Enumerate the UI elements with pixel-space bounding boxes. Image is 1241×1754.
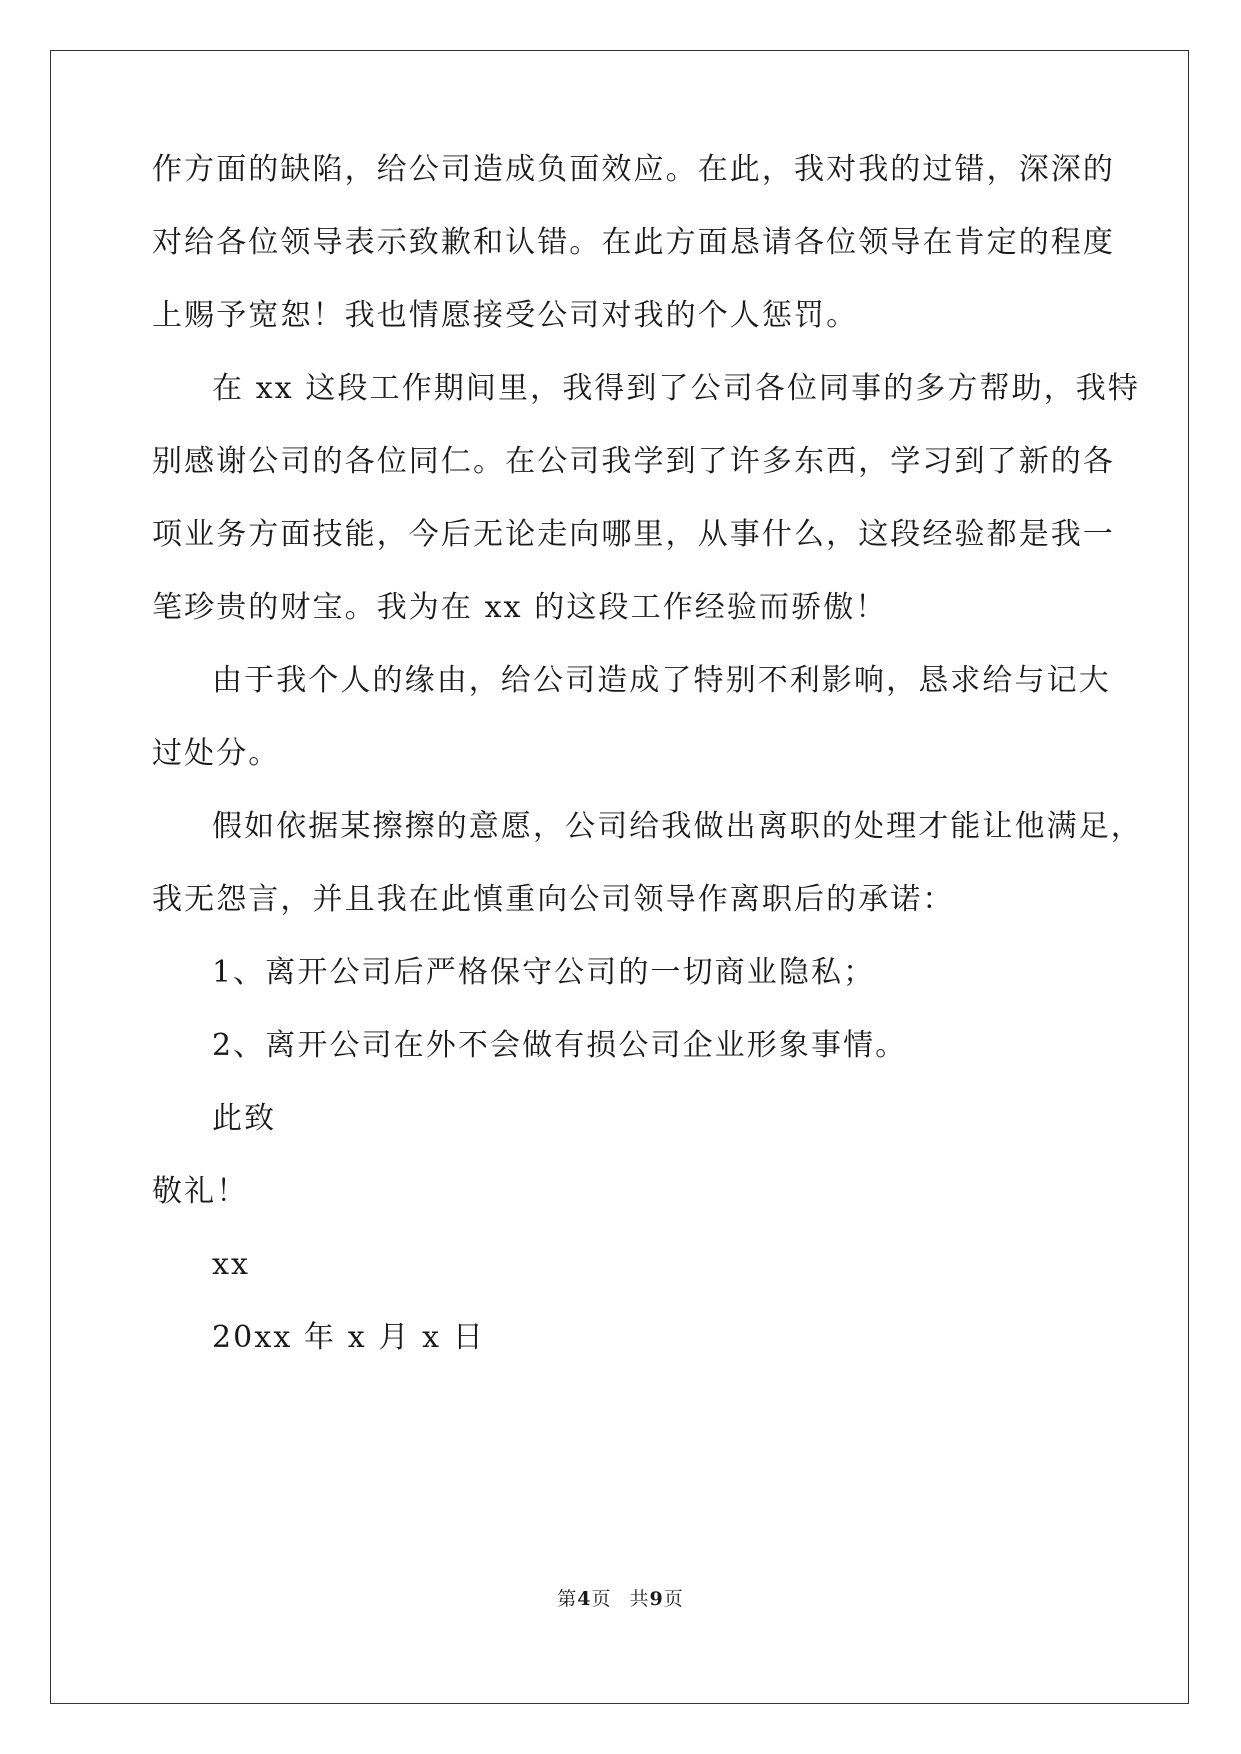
text-line: 笔珍贵的财宝。我为在 xx 的这段工作经验而骄傲！ [152, 590, 888, 625]
text-line: 过处分。 [152, 736, 281, 771]
closing-salutation: 此致 [212, 1101, 277, 1136]
text-line: 在 xx 这段工作期间里，我得到了公司各位同事的多方帮助，我特 [212, 371, 1141, 406]
footer-total-suffix: 页 [663, 1588, 684, 1610]
footer-total-prefix: 共 [629, 1588, 650, 1610]
text-line: 我无怨言，并且我在此慎重向公司领导作离职后的承诺： [152, 882, 955, 917]
text-line: 2、离开公司在外不会做有损公司企业形象事情。 [212, 1028, 908, 1063]
footer-page-total: 9 [649, 1588, 664, 1610]
page-number-footer [0, 1587, 1241, 1611]
text-line: 项业务方面技能，今后无论走向哪里，从事什么，这段经验都是我一 [152, 517, 1115, 552]
closing-regards: 敬礼！ [152, 1174, 249, 1209]
text-line: 由于我个人的缘由，给公司造成了特别不利影响，恳求给与记大 [212, 663, 1111, 698]
footer-page-current: 4 [577, 1588, 592, 1610]
signature-name: xx [212, 1247, 251, 1282]
text-line: 假如依据某擦擦的意愿，公司给我做出离职的处理才能让他满足， [212, 809, 1143, 844]
text-line: 对给各位领导表示致歉和认错。在此方面恳请各位领导在肯定的程度 [152, 225, 1115, 260]
signature-date: 20xx 年 x 月 x 日 [212, 1320, 485, 1355]
text-line: 上赐予宽恕！我也情愿接受公司对我的个人惩罚。 [152, 298, 859, 333]
footer-page-prefix: 第 [557, 1588, 578, 1610]
text-line: 作方面的缺陷，给公司造成负面效应。在此，我对我的过错，深深的 [152, 152, 1115, 187]
footer-page-mid: 页 [591, 1588, 612, 1610]
text-line: 1、离开公司后严格保守公司的一切商业隐私； [212, 955, 876, 990]
text-line: 别感谢公司的各位同仁。在公司我学到了许多东西，学习到了新的各 [152, 444, 1115, 479]
